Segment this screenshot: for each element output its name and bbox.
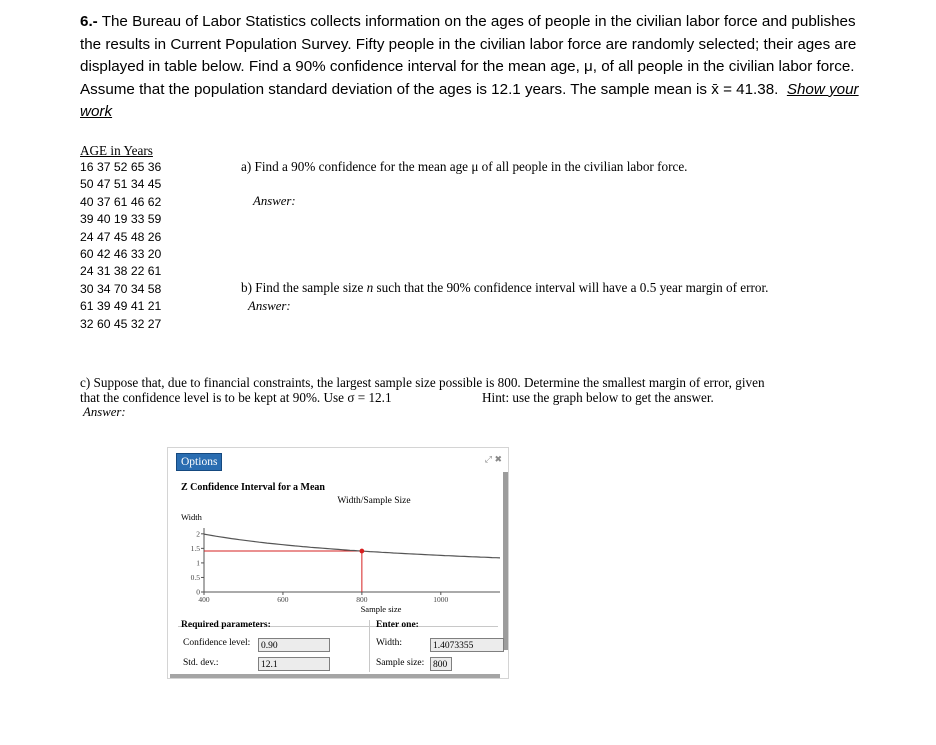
part-c-line-2 [80, 391, 880, 406]
ages-row: 39 40 19 33 59 [80, 212, 162, 227]
ages-row: 50 47 51 34 45 [80, 177, 162, 192]
ages-row: 24 31 38 22 61 [80, 264, 162, 279]
part-c-answer-label: Answer: [83, 405, 126, 420]
applet-toolbar [168, 448, 508, 474]
window-controls-icon[interactable]: ⤢ ✖ [484, 454, 502, 464]
chart-guide-lines [204, 551, 362, 592]
problem-number: 6.- [80, 13, 98, 30]
part-b-question-post: such that the 90% confidence interval will have a 0.5 year margin of error. [376, 280, 769, 295]
part-c-sigma-text: that the confidence level is to be kept at 90%. Use σ = 12.1 [80, 389, 392, 405]
ages-row: 40 37 61 46 62 [80, 194, 162, 209]
ages-row: 32 60 45 32 27 [80, 316, 162, 331]
part-a-answer-label: Answer: [253, 194, 296, 208]
width-label: Width: [376, 638, 403, 648]
show-work-instruction: Show your work [80, 80, 859, 121]
part-b-variable: n [366, 280, 374, 295]
part-b-answer-label: Answer: [248, 299, 291, 313]
width-vs-sample-size-chart [168, 488, 504, 614]
std-dev-label: Std. dev.: [183, 658, 219, 668]
chart-title: Width/Sample Size [337, 496, 411, 506]
y-tick-label: 2 [196, 529, 200, 539]
confidence-level-input[interactable]: 0.90 [258, 638, 330, 652]
part-a-question: a) Find a 90% confidence for the mean age μ of all people in the civilian labor force. [241, 159, 688, 174]
problem-statement [80, 11, 870, 124]
sample-mean-value: = 41.38. [723, 80, 779, 98]
width-input[interactable]: 1.4073355 [430, 638, 504, 652]
x-tick-label: 600 [277, 595, 289, 604]
required-parameters-label: Required parameters: [181, 620, 271, 630]
chart-highlight-point[interactable] [359, 549, 364, 554]
y-tick-label: 0 [196, 587, 200, 597]
horizontal-scrollbar[interactable] [170, 674, 500, 678]
part-c-line-1: c) Suppose that, due to financial constraints, the largest sample size possible is 800. Determine the smallest margin of error, given [80, 375, 765, 390]
ages-row: 61 39 49 41 21 [80, 299, 162, 314]
confidence-interval-applet [167, 447, 509, 679]
applet-title: Z Confidence Interval for a Mean [181, 482, 325, 493]
problem-text: The Bureau of Labor Statistics collects information on the ages of people in the civilian labor force and publishes the results in Current Population Survey. Fifty people in the civilian labor force are randomly selected; their ages are displayed in table below. Find a 90% confidence interval for the mean age, μ, of all people in the civilian labor force. Assume that the population standard deviation of the ages is 12.1 years. The sample mean is [80, 13, 857, 98]
chart-width-curve [204, 534, 500, 558]
ages-row: 60 42 46 33 20 [80, 247, 162, 262]
x-tick-label: 800 [356, 595, 368, 604]
ages-row: 30 34 70 34 58 [80, 281, 162, 296]
sample-size-label: Sample size: [376, 658, 425, 668]
part-c-question [80, 376, 880, 420]
x-tick-label: 1000 [433, 595, 449, 604]
ages-table [80, 143, 161, 333]
y-tick-label: 1.5 [190, 543, 200, 553]
sample-mean-symbol: x̄ [711, 80, 719, 98]
chart-x-ticks [198, 592, 448, 604]
chart-y-axis-label: Width [181, 512, 202, 522]
confidence-level-label: Confidence level: [183, 638, 251, 648]
y-tick-label: 0.5 [190, 572, 200, 582]
chart-y-ticks [191, 529, 204, 596]
ages-table-header: AGE in Years [80, 143, 153, 158]
part-b-question-pre: b) Find the sample size [241, 280, 364, 295]
chart-x-axis-label: Sample size [360, 604, 402, 614]
part-b-question [241, 280, 768, 296]
params-vertical-divider [369, 620, 370, 672]
ages-row: 24 47 45 48 26 [80, 229, 162, 244]
options-button[interactable]: Options [176, 453, 222, 471]
x-tick-label: 400 [198, 595, 210, 604]
sample-size-input[interactable]: 800 [430, 657, 452, 671]
part-c-hint: Hint: use the graph below to get the answer. [482, 389, 714, 405]
ages-row: 16 37 52 65 36 [80, 160, 162, 174]
enter-one-label: Enter one: [376, 620, 419, 630]
std-dev-input[interactable]: 12.1 [258, 657, 330, 671]
y-tick-label: 1 [196, 558, 200, 568]
